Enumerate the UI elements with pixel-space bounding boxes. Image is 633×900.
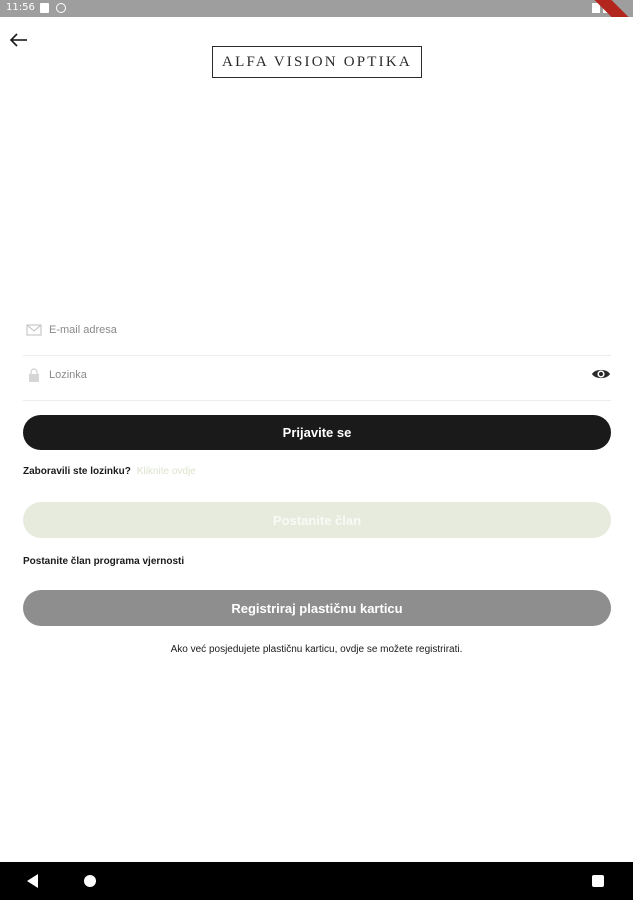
forgot-password-row	[23, 466, 196, 477]
register-card-button[interactable]: Registriraj plastičnu karticu	[23, 590, 611, 626]
lock-icon	[26, 368, 42, 382]
loyalty-program-text: Postanite član programa vjernosti	[23, 556, 185, 567]
email-input[interactable]	[49, 320, 579, 340]
brand-logo-text: ALFA VISION OPTIKA	[222, 53, 412, 70]
forgot-password-text: Zaboravili ste lozinku?	[23, 466, 131, 477]
email-field[interactable]	[23, 312, 611, 356]
eye-icon	[591, 364, 611, 384]
status-time: 11:56	[6, 2, 35, 13]
debug-ribbon	[582, 0, 633, 17]
email-icon	[26, 323, 42, 337]
back-arrow-icon	[8, 30, 30, 50]
forgot-password-link[interactable]: Kliknite ovdje	[136, 466, 196, 477]
nav-recents-icon[interactable]	[592, 875, 604, 887]
sync-icon	[56, 3, 66, 13]
become-member-button[interactable]: Postanite član	[23, 502, 611, 538]
back-button[interactable]	[8, 30, 30, 50]
login-button[interactable]: Prijavite se	[23, 415, 611, 450]
system-navigation-bar	[0, 862, 633, 900]
brand-logo	[212, 46, 422, 78]
password-field[interactable]	[23, 357, 611, 401]
nav-home-icon[interactable]	[84, 875, 96, 887]
status-bar	[0, 0, 633, 17]
toggle-password-visibility-button[interactable]	[591, 364, 611, 384]
password-input[interactable]	[49, 365, 579, 385]
nav-back-icon[interactable]	[27, 874, 38, 888]
register-card-note: Ako već posjedujete plastičnu karticu, ovdje se možete registrirati.	[170, 644, 463, 655]
sim-card-icon	[40, 3, 49, 13]
